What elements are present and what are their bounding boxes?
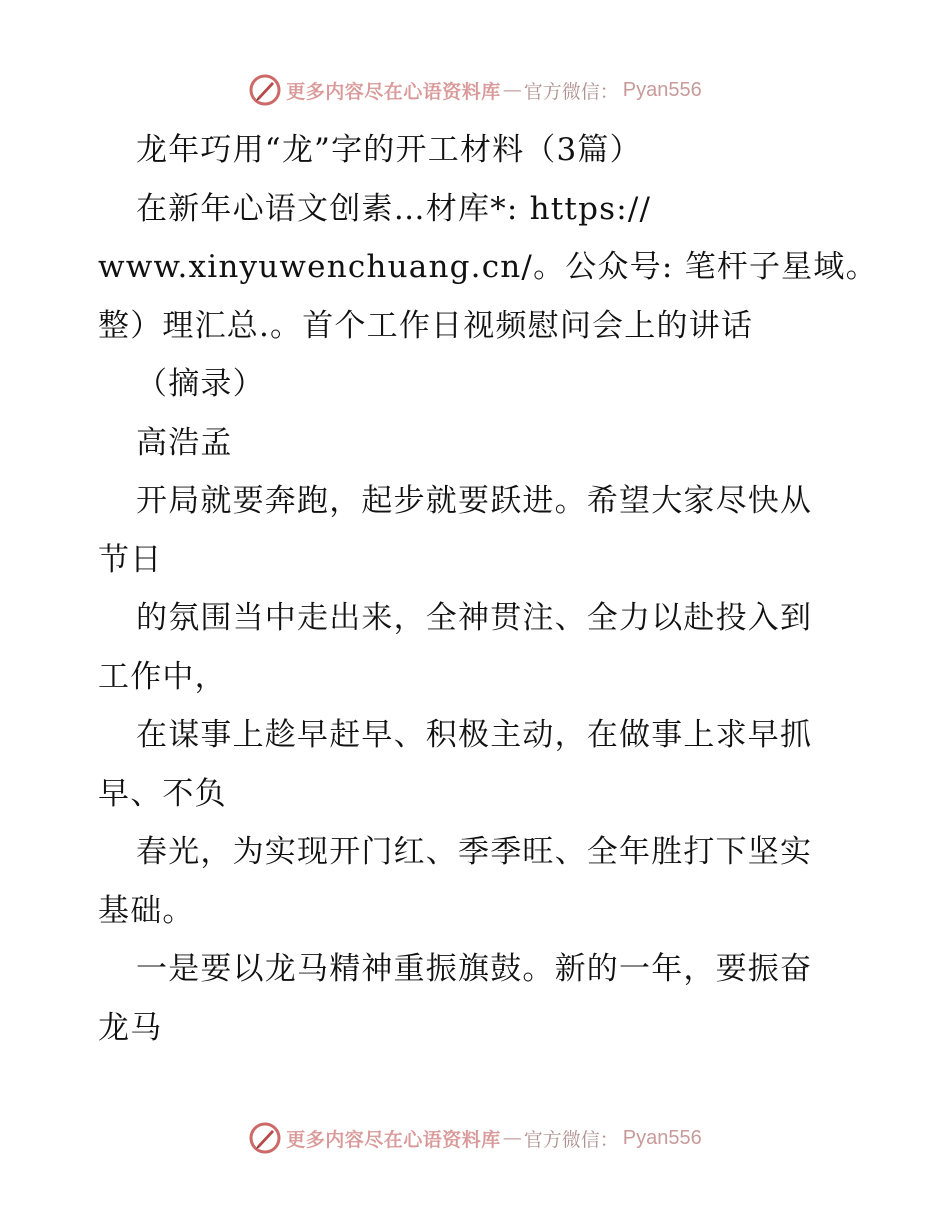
document-line: 在谋事上趁早赶早、积极主动，在做事上求早抓	[136, 717, 813, 753]
document-line: 龙马	[98, 1009, 163, 1046]
watermark-text: 更多内容尽在心语资料库	[286, 80, 501, 103]
logo-icon	[248, 73, 282, 107]
watermark-label: 官方微信：	[523, 1128, 619, 1151]
watermark-separator: —	[502, 1127, 522, 1149]
document-line: （摘录）	[136, 366, 265, 402]
document-line: 基础。	[98, 892, 195, 929]
logo-icon	[248, 1121, 282, 1155]
footer-watermark	[0, 1118, 950, 1158]
document-line: www.xinyuwenchuang.cn/。公众号: 笔杆子星域。	[98, 249, 878, 285]
header-watermark	[0, 70, 950, 110]
watermark-id: Pyan556	[622, 78, 702, 101]
watermark-label: 官方微信：	[523, 80, 619, 103]
document-line: 早、不负	[98, 775, 227, 812]
document-body	[98, 121, 878, 1057]
document-line: 春光，为实现开门红、季季旺、全年胜打下坚实	[136, 834, 813, 870]
document-line: 整）理汇总.。首个工作日视频慰问会上的讲话	[98, 307, 754, 344]
watermark-id: Pyan556	[622, 1126, 702, 1149]
document-line: 的氛围当中走出来，全神贯注、全力以赴投入到	[136, 600, 813, 636]
document-line: 节日	[98, 541, 163, 578]
document-line: 高浩孟	[136, 424, 233, 461]
watermark-separator: —	[502, 79, 522, 101]
document-line: 开局就要奔跑，起步就要跃进。希望大家尽快从	[136, 483, 813, 519]
document-line: 龙年巧用“龙”字的开工材料（3篇）	[136, 132, 642, 168]
document-line: 一是要以龙马精神重振旗鼓。新的一年，要振奋	[136, 951, 813, 987]
document-line: 工作中，	[98, 658, 227, 695]
watermark-text: 更多内容尽在心语资料库	[286, 1128, 501, 1151]
document-line: 在新年心语文创素…材库*: https://	[136, 190, 652, 227]
